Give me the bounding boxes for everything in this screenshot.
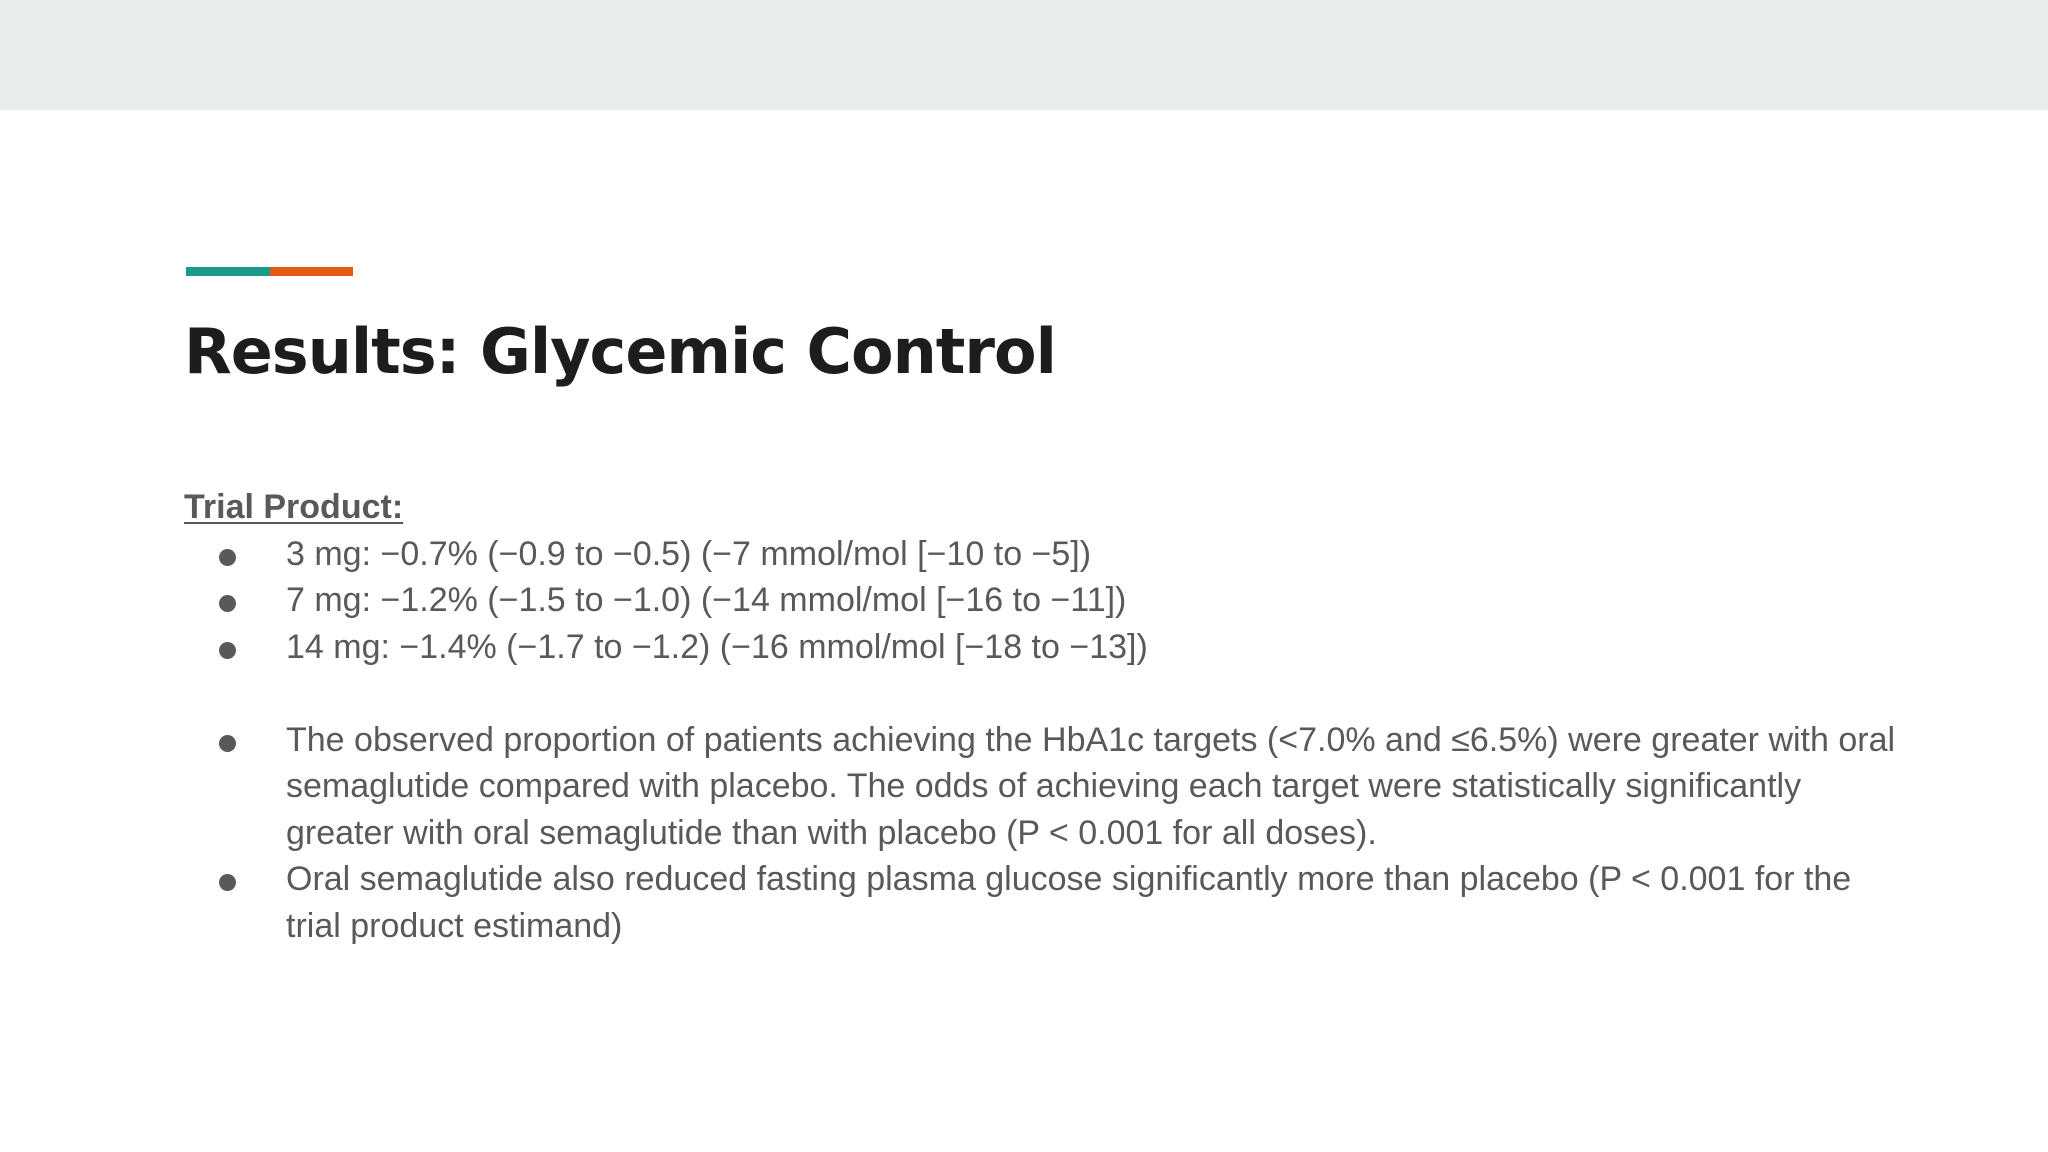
top-band xyxy=(0,0,2048,110)
accent-teal-segment xyxy=(186,267,270,276)
bullet-text: 3 mg: −0.7% (−0.9 to −0.5) (−7 mmol/mol [−10 to −5]) xyxy=(286,534,1092,573)
title-accent-bar xyxy=(186,267,353,276)
list-item xyxy=(184,856,1904,949)
section-heading: Trial Product: xyxy=(184,488,404,526)
list-item xyxy=(184,624,1904,671)
list-item xyxy=(184,717,1904,857)
bullet-icon xyxy=(219,595,236,612)
dose-results-list xyxy=(184,531,1904,671)
slide xyxy=(0,110,2048,1152)
slide-title: Results: Glycemic Control xyxy=(184,315,1056,388)
slide-body xyxy=(184,484,1904,949)
list-item xyxy=(184,531,1904,578)
bullet-icon xyxy=(219,642,236,659)
list-item xyxy=(184,577,1904,624)
findings-list xyxy=(184,717,1904,950)
bullet-icon xyxy=(219,735,236,752)
accent-orange-segment xyxy=(270,267,353,276)
bullet-icon xyxy=(219,874,236,891)
bullet-text: Oral semaglutide also reduced fasting plasma glucose significantly more than placebo (P < 0.001 for the trial product estimand) xyxy=(286,860,1852,945)
bullet-text: 14 mg: −1.4% (−1.7 to −1.2) (−16 mmol/mol [−18 to −13]) xyxy=(286,627,1148,666)
list-spacer xyxy=(184,670,1904,717)
bullet-text: 7 mg: −1.2% (−1.5 to −1.0) (−14 mmol/mol [−16 to −11]) xyxy=(286,581,1127,619)
bullet-text: The observed proportion of patients achieving the HbA1c targets (<7.0% and ≤6.5%) were greater with oral semaglutide compared with placebo. The odds of achieving each target were statistically significantly greater with oral semaglutide than with placebo (P < 0.001 for all doses). xyxy=(286,720,1896,852)
bullet-icon xyxy=(219,549,236,566)
